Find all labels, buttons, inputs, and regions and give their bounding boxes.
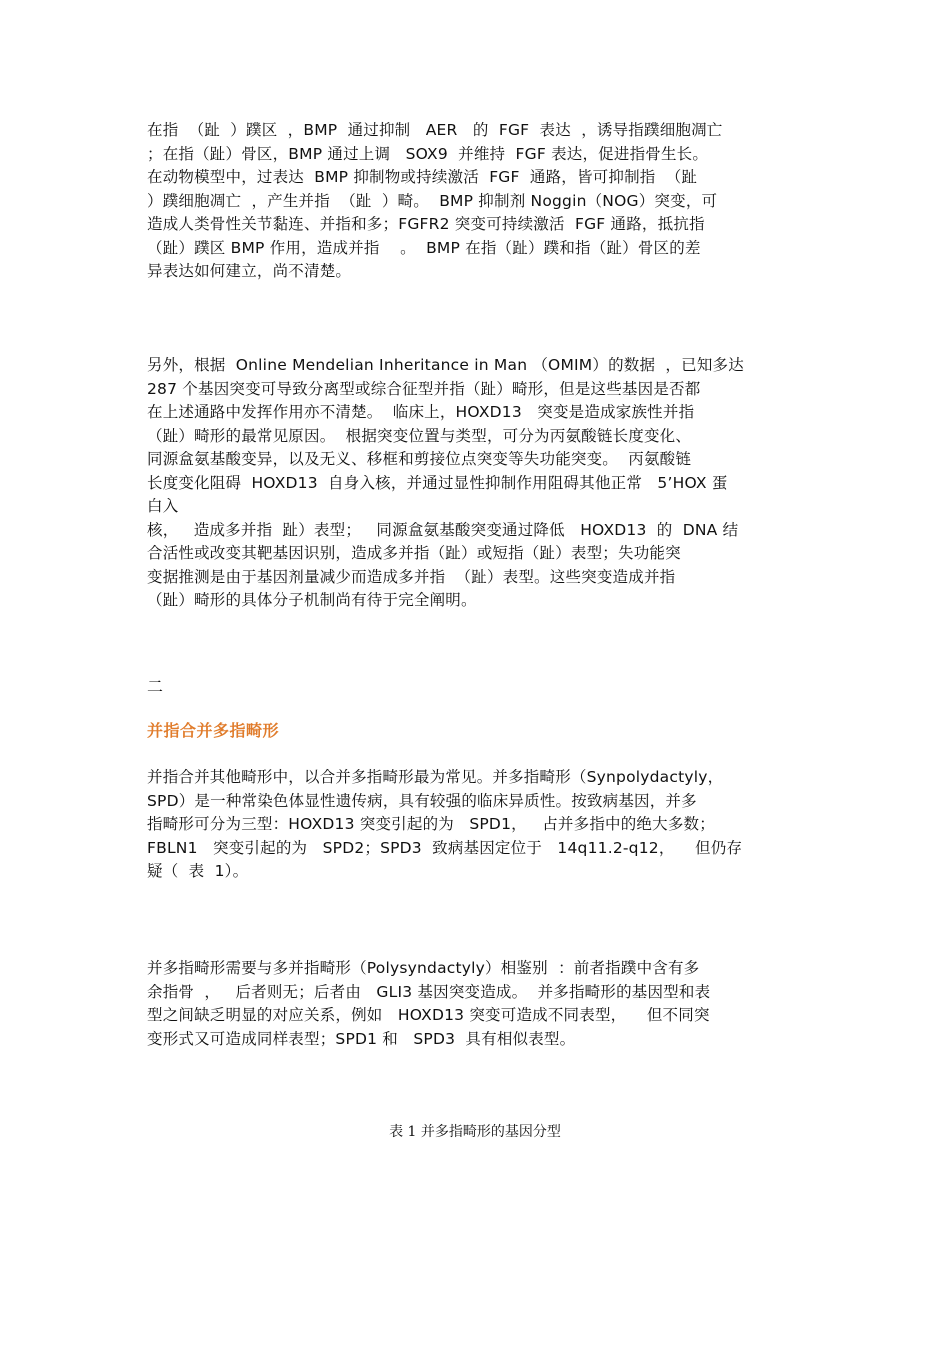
text-line: 型之间缺乏明显的对应关系，例如 HOXD13 突变可造成不同表型， 但不同突 [147, 1006, 710, 1024]
text-line: （趾）畸形的最常见原因。 根据突变位置与类型，可分为丙氨酸链长度变化、 [147, 426, 692, 445]
text-line: 白入 [147, 497, 179, 515]
text-line: 疑（ 表 1）。 [147, 862, 249, 880]
section-title: 并指合并多指畸形 [147, 721, 280, 740]
text-line: （趾）畸形的具体分子机制尚有待于完全阐明。 [147, 591, 477, 609]
text-line: 长度变化阻碍 HOXD13 自身入核，并通过显性抑制作用阻碍其他正常 5’HOX 蛋 [147, 473, 728, 492]
text-line: 变形式又可造成同样表型；SPD1 和 SPD3 具有相似表型。 [147, 1029, 576, 1048]
table-caption: 表 1 并多指畸形的基因分型 [389, 1124, 561, 1140]
text-line: 在上述通路中发挥作用亦不清楚。 临床上，HOXD13 突变是造成家族性并指 [147, 403, 695, 421]
text-line: 在指 （趾 ）蹼区 ，BMP 通过抑制 AER 的 FGF 表达 ，诱导指蹼细胞凋亡 [147, 121, 723, 139]
text-line: 造成人类骨性关节黏连、并指和多；FGFR2 突变可持续激活 FGF 通路，抵抗指 [147, 215, 705, 233]
text-line: 同源盒氨基酸变异，以及无义、移框和剪接位点突变等失功能突变。 丙氨酸链 [147, 450, 692, 468]
text-line: 287 个基因突变可导致分离型或综合征型并指（趾）畸形，但是这些基因是否都 [147, 379, 701, 398]
text-line: 核， 造成多并指 趾）表型； 同源盒氨基酸突变通过降低 HOXD13 的 DNA 结 [147, 520, 739, 539]
text-line: SPD）是一种常染色体显性遗传病，具有较强的临床异质性。按致病基因，并多 [147, 791, 697, 810]
text-line: 在动物模型中，过表达 BMP 抑制物或持续激活 FGF 通路，皆可抑制指 （趾 [147, 168, 698, 186]
text-line: （趾）蹼区 BMP 作用，造成并指 。 BMP 在指（趾）蹼和指（趾）骨区的差 [147, 238, 701, 257]
paragraph-omim-hoxd13 [147, 354, 817, 613]
text-line: 异表达如何建立，尚不清楚。 [147, 262, 352, 280]
paragraph-spd-types [147, 766, 817, 884]
text-line: ）蹼细胞凋亡 ，产生并指 （趾 ）畸。 BMP 抑制剂 Noggin（NOG）突变，可 [147, 191, 718, 210]
paragraph-bmp-fgf [147, 119, 817, 284]
text-line: 合活性或改变其靶基因识别，造成多并指（趾）或短指（趾）表型；失功能突 [147, 544, 681, 562]
paragraph-polysyndactyly [147, 957, 817, 1051]
text-line: 变据推测是由于基因剂量减少而造成多并指 （趾）表型。这些突变造成并指 [147, 567, 676, 586]
text-line: 指畸形可分为三型：HOXD13 突变引起的为 SPD1， 占并多指中的绝大多数； [147, 815, 715, 833]
section-number: 二 [147, 677, 164, 696]
text-line: 另外，根据 Online Mendelian Inheritance in Man （OMIM）的数据 ，已知多达 [147, 356, 744, 374]
text-line: ；在指（趾）骨区，BMP 通过上调 SOX9 并维持 FGF 表达，促进指骨生长。 [147, 144, 709, 163]
text-line: FBLN1 突变引起的为 SPD2；SPD3 致病基因定位于 14q11.2-q12， 但仍存 [147, 838, 743, 857]
text-line: 并指合并其他畸形中，以合并多指畸形最为常见。并多指畸形（Synpolydactyly， [147, 768, 724, 786]
text-line: 余指骨 ， 后者则无；后者由 GLI3 基因突变造成。 并多指畸形的基因型和表 [147, 982, 711, 1001]
text-line: 并多指畸形需要与多并指畸形（Polysyndactyly）相鉴别 ：前者指蹼中含有多 [147, 959, 700, 977]
